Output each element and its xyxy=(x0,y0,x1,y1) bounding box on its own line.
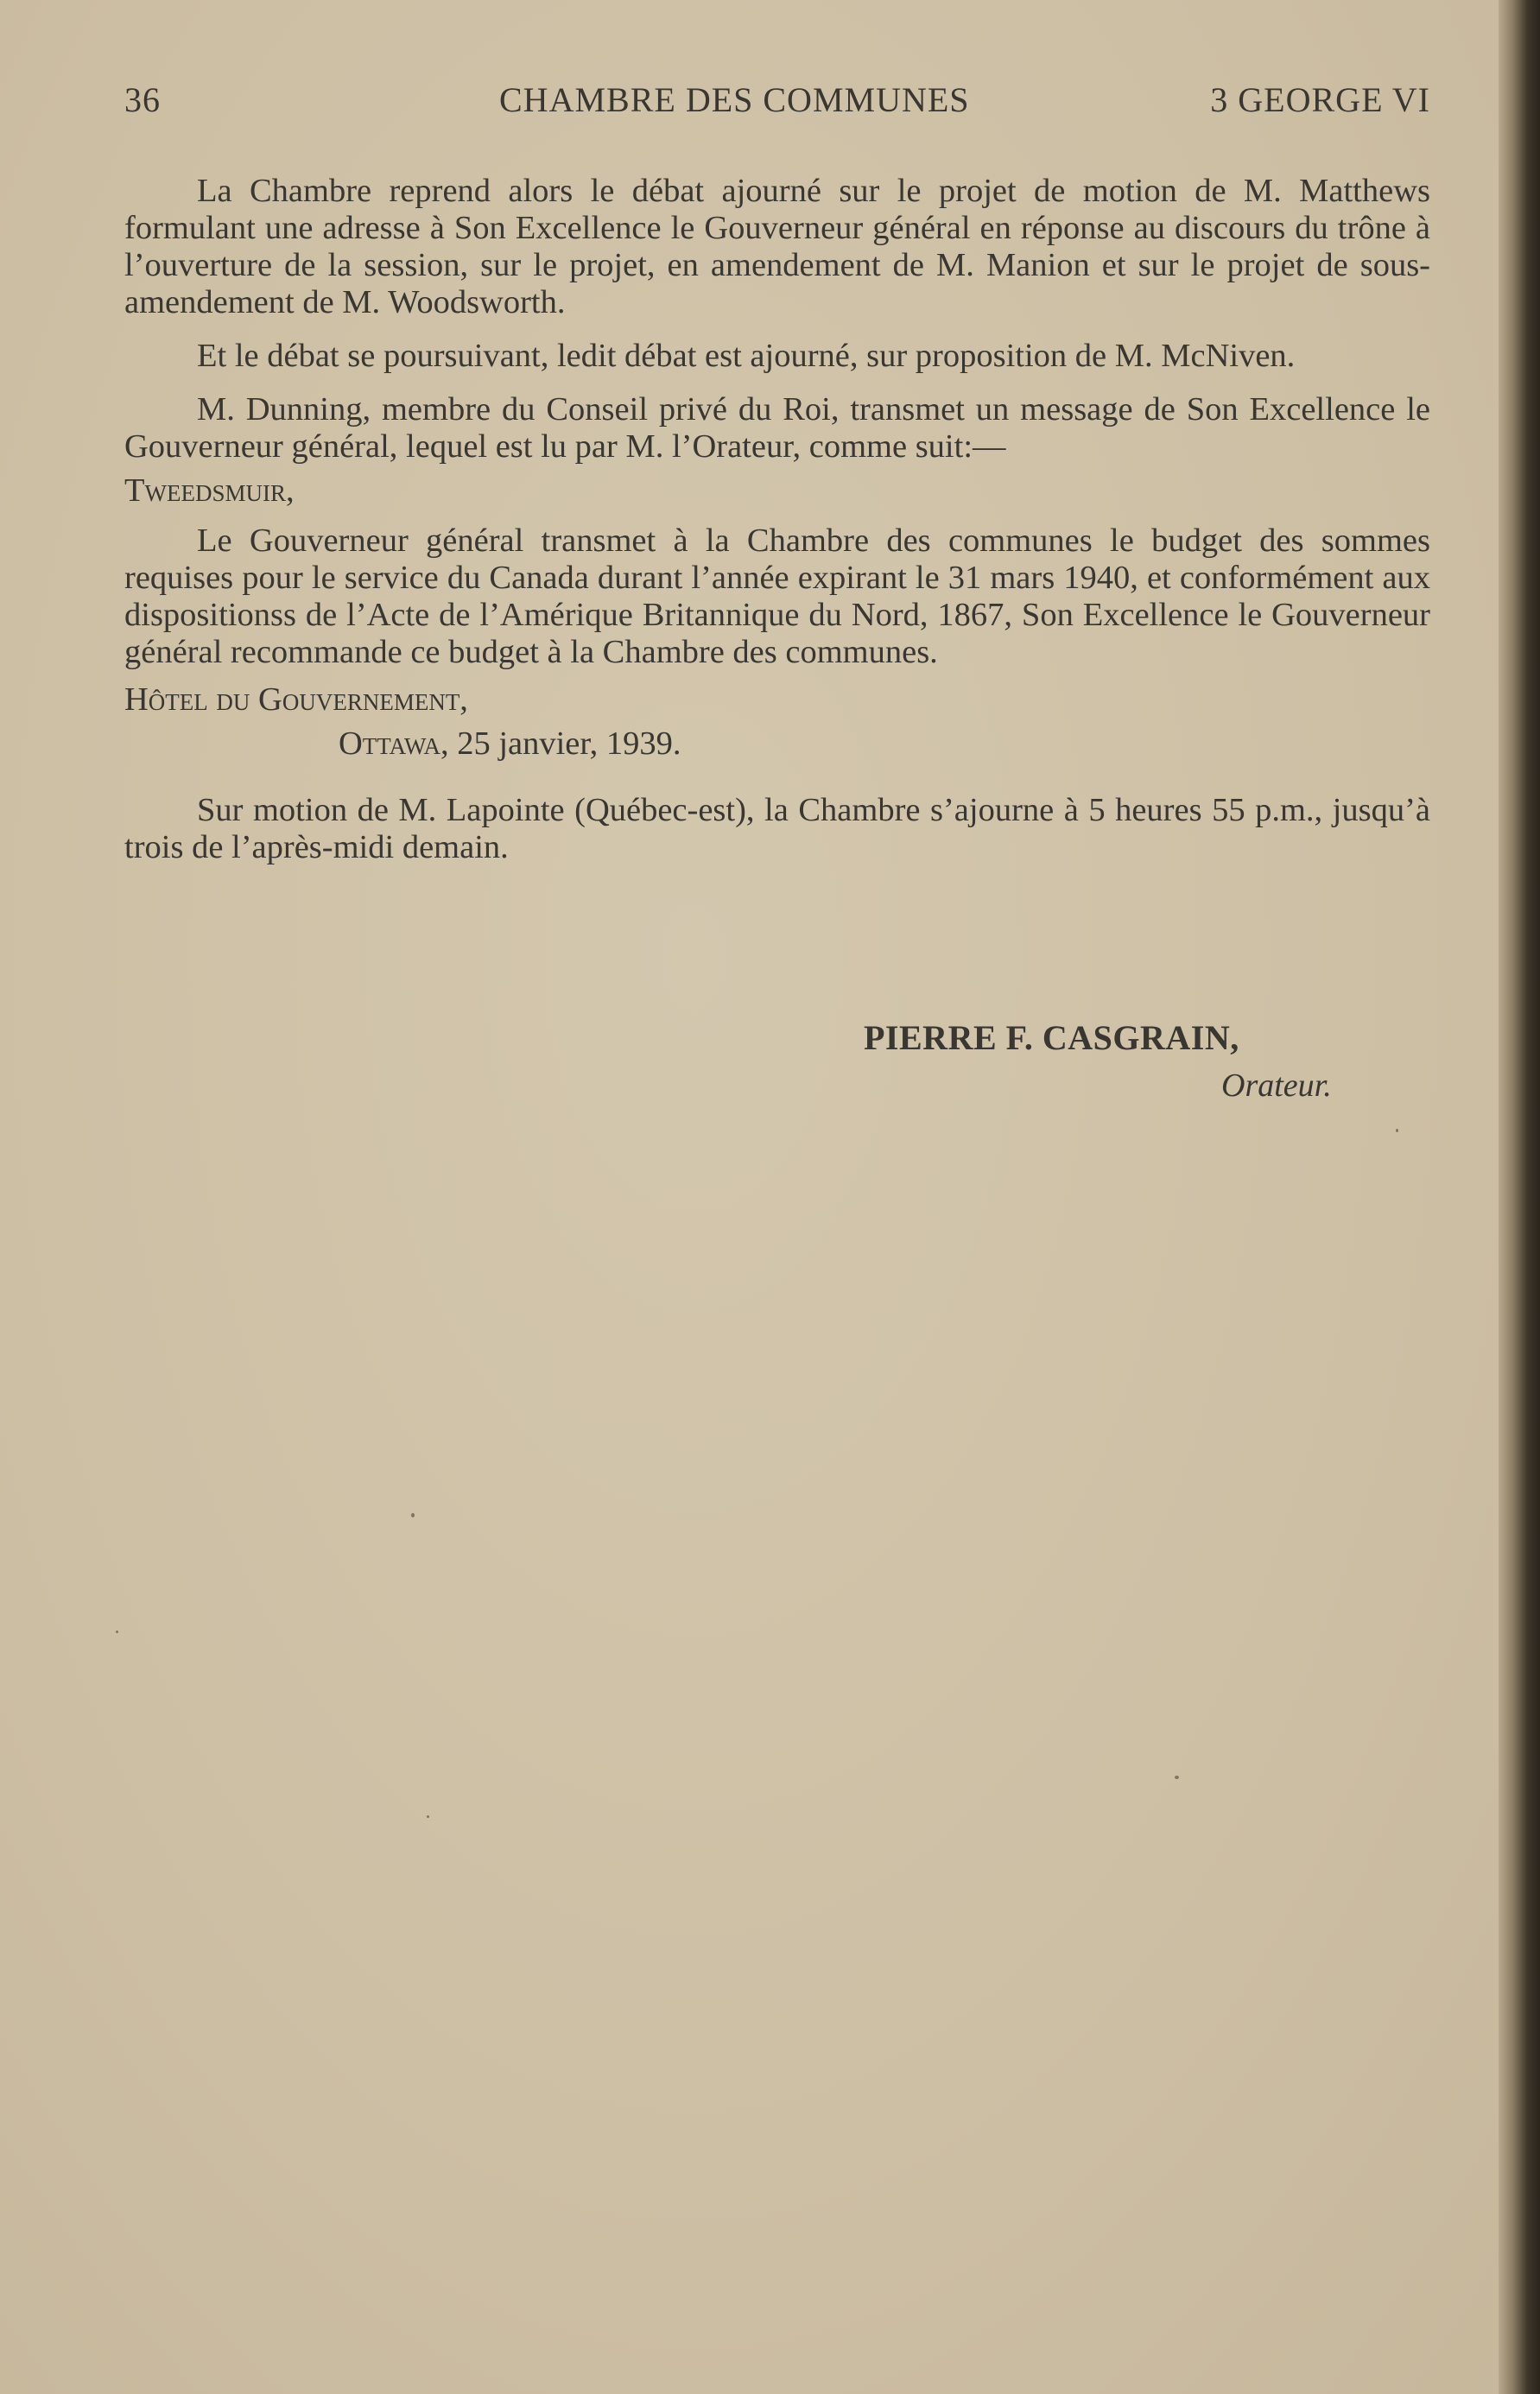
paragraph-debate-resumed: La Chambre reprend alors le débat ajourné sur le projet de motion de M. Matthews formulant une adresse à Son Excellence le Gouverneur général en réponse au discours du trône à l’ouverture de la session, sur le projet, en amendement de M. Manion et sur le projet de sous-amendement de M. Woodsworth. xyxy=(124,173,1430,320)
paragraph-budget-message: Le Gouverneur général transmet à la Chambre des communes le budget des sommes requises pour le service du Canada durant l’année expirant le 31 mars 1940, et conformément aux dispositionss de l’Acte de l’Amérique Britannique du Nord, 1867, Son Excellence le Gouverneur général recommande ce budget à la Chambre des communes. xyxy=(124,522,1430,670)
paper-speck xyxy=(116,1631,118,1633)
regnal-year: 3 GEORGE VI xyxy=(1210,80,1430,119)
message-place: Hôtel du Gouvernement, xyxy=(124,681,468,718)
running-title: CHAMBRE DES COMMUNES xyxy=(499,80,970,119)
date-city: Ottawa, xyxy=(339,725,449,762)
speaker-signature xyxy=(864,1017,1382,1105)
paragraph-house-adjourns: Sur motion de M. Lapointe (Québec-est), la Chambre s’ajourne à 5 heures 55 p.m., jusqu’à trois de l’après-midi demain. xyxy=(124,792,1430,865)
speaker-title: Orateur. xyxy=(1221,1067,1332,1104)
paper-speck xyxy=(1175,1776,1179,1779)
paper-speck xyxy=(411,1513,415,1517)
speaker-name: PIERRE F. CASGRAIN, xyxy=(864,1018,1239,1057)
paragraph-message-transmitted: M. Dunning, membre du Conseil privé du Roi, transmet un message de Son Excellence le Gouverneur général, lequel est lu par M. l’Orateur, comme suit:— xyxy=(124,391,1430,465)
page-header xyxy=(124,79,1430,123)
paper-speck xyxy=(427,1815,429,1818)
page-number: 36 xyxy=(124,80,161,119)
paper-speck xyxy=(1396,1129,1398,1132)
date-text: 25 janvier, 1939. xyxy=(448,725,681,762)
message-signatory: Tweedsmuir, xyxy=(124,472,295,509)
paragraph-debate-adjourned: Et le débat se poursuivant, ledit débat est ajourné, sur proposition de M. McNiven. xyxy=(197,338,1296,374)
journal-body xyxy=(124,173,1430,883)
book-spine-edge xyxy=(1499,0,1540,2394)
message-date xyxy=(339,725,1430,763)
